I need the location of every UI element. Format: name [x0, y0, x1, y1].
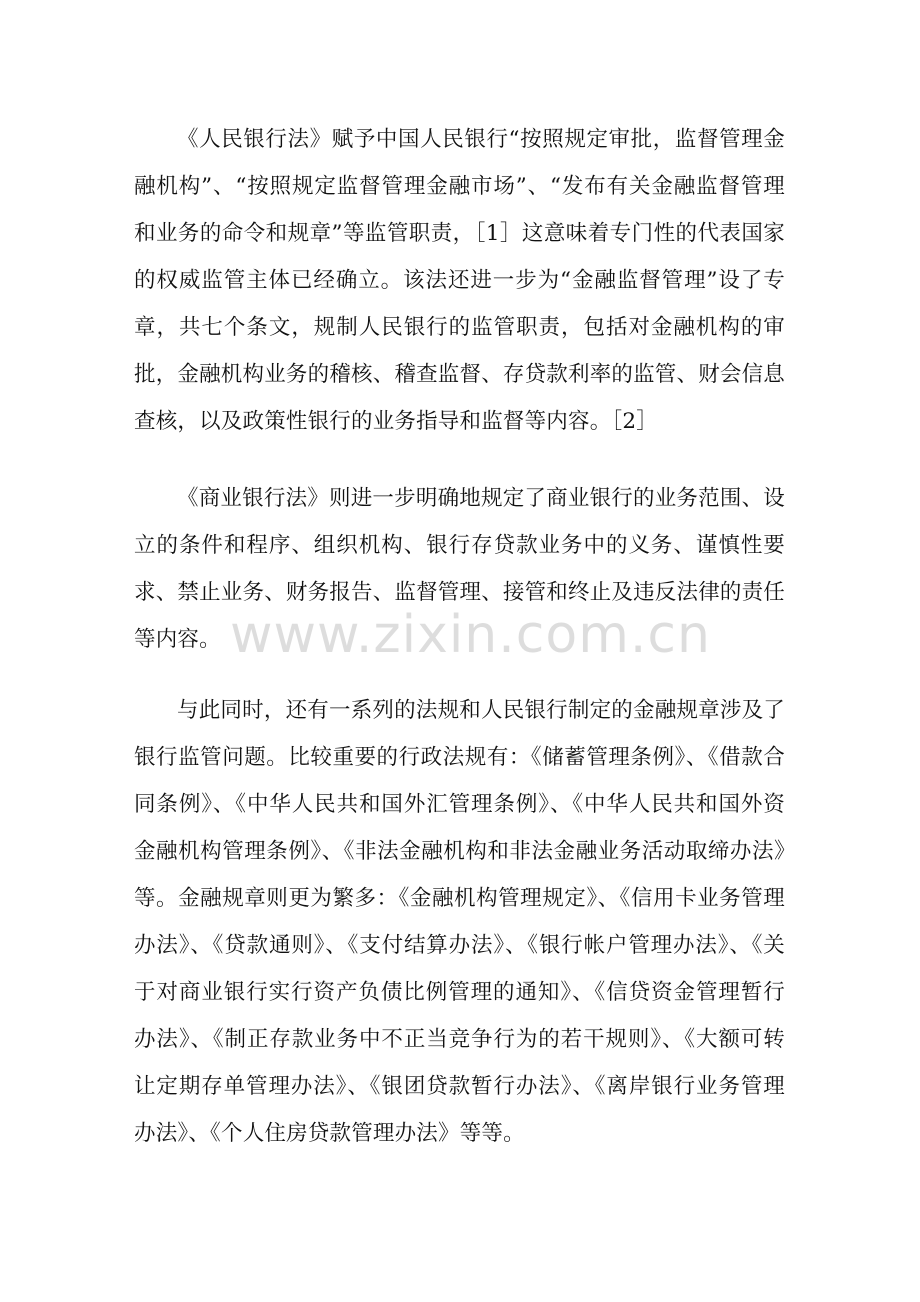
paragraph-2: 《商业银行法》则进一步明确地规定了商业银行的业务范围、设立的条件和程序、组织机构、银行存贷款业务中的义务、谨慎性要求、禁止业务、财务报告、监督管理、接管和终止及违反法律的责任等内容。 [134, 486, 786, 652]
watermark: www.zixin.com.cn [230, 605, 711, 665]
paragraph-1: 《人民银行法》赋予中国人民银行“按照规定审批，监督管理金融机构”、“按照规定监督管理金融市场”、“发布有关金融监督管理和业务的命令和规章”等监管职责，［1］这意味着专门性的代表国家的权威监管主体已经确立。该法还进一步为“金融监督管理”设了专章，共七个条文，规制人民银行的监管职责，包括对金融机构的审批，金融机构业务的稽核、稽查监督、存贷款利率的监管、财会信息查核，以及政策性银行的业务指导和监督等内容。［2］ [134, 127, 786, 434]
paragraph-3: 与此同时，还有一系列的法规和人民银行制定的金融规章涉及了银行监管问题。比较重要的行政法规有：《储蓄管理条例》、《借款合同条例》、《中华人民共和国外汇管理条例》、《中华人民共和国外资金融机构管理条例》、《非法金融机构和非法金融业务活动取缔办法》等。金融规章则更为繁多：《金融机构管理规定》、《信用卡业务管理办法》、《贷款通则》、《支付结算办法》、《银行帐户管理办法》、《关于对商业银行实行资产负债比例管理的通知》、《信贷资金管理暂行办法》、《制正存款业务中不正当竞争行为的若干规则》、《大额可转让定期存单管理办法》、《银团贷款暂行办法》、《离岸银行业务管理办法》、《个人住房贷款管理办法》等等。 [134, 698, 785, 1146]
